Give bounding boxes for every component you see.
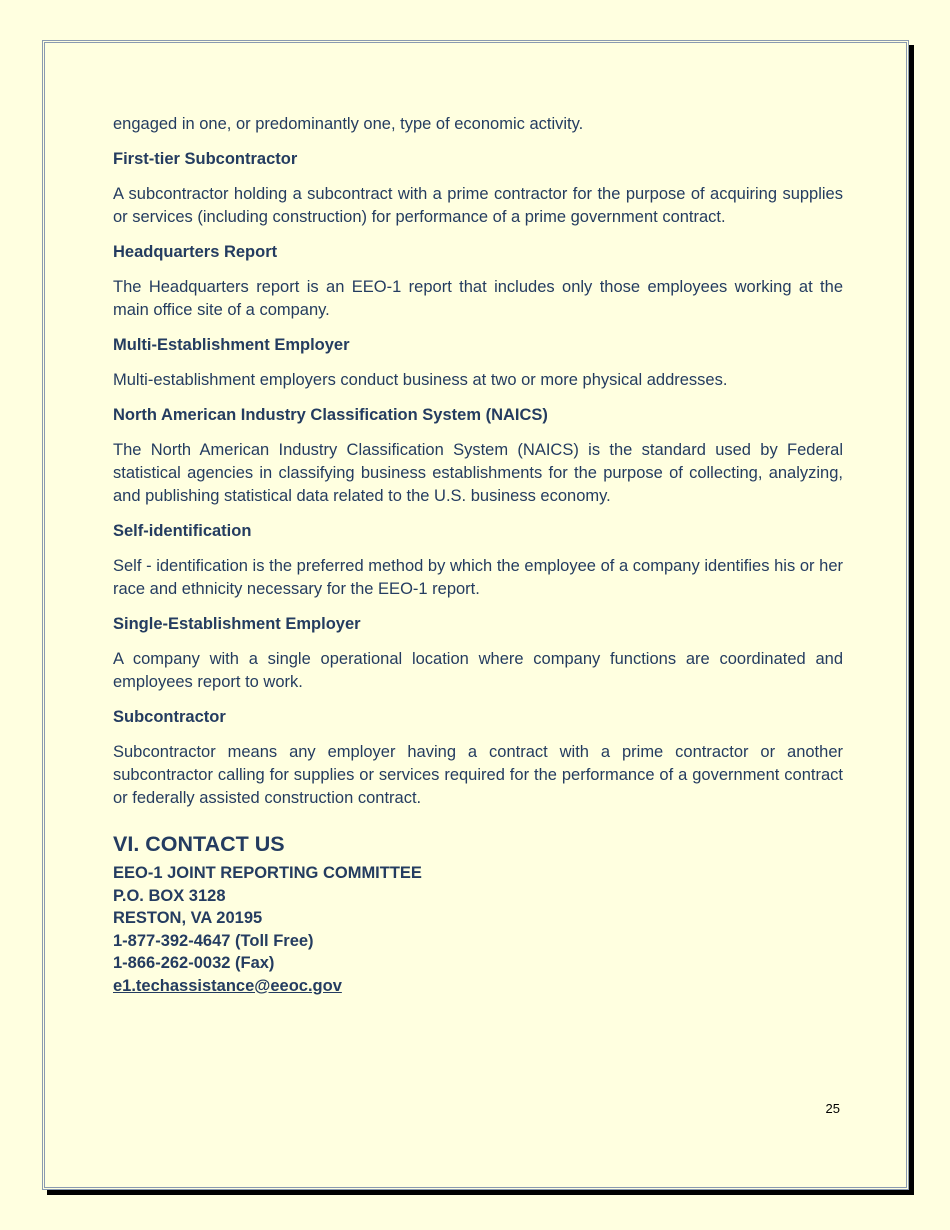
contact-city: RESTON, VA 20195 [113, 909, 263, 927]
term-heading: North American Industry Classification System (NAICS) [113, 406, 548, 424]
contact-section [113, 830, 843, 997]
term-definition: A subcontractor holding a subcontract with a prime contractor for the purpose of acquiring supplies or services (including construction) for performance of a prime government contract. [113, 185, 843, 226]
term-heading: Headquarters Report [113, 243, 278, 261]
term-definition: Multi-establishment employers conduct business at two or more physical addresses. [113, 371, 728, 389]
term-definition: The Headquarters report is an EEO-1 report that includes only those employees working at the main office site of a company. [113, 278, 843, 319]
term-definition: Self - identification is the preferred method by which the employee of a company identifies his or her race and ethnicity necessary for the EEO-1 report. [113, 557, 843, 598]
definition-self-identification [113, 520, 843, 601]
term-definition: Subcontractor means any employer having a contract with a prime contractor or another subcontractor calling for supplies or services required for the performance of a government contract or federally assisted construction contract. [113, 743, 843, 807]
contact-email-link[interactable]: e1.techassistance@eeoc.gov [113, 976, 342, 995]
page-number: 25 [825, 1101, 840, 1116]
term-heading: First-tier Subcontractor [113, 150, 298, 168]
page-content [113, 113, 843, 997]
term-definition: A company with a single operational location where company functions are coordinated and employees report to work. [113, 650, 843, 691]
term-heading: Self-identification [113, 522, 252, 540]
section-title-contact: VI. CONTACT US [113, 832, 285, 856]
contact-phone: 1-877-392-4647 (Toll Free) [113, 931, 314, 950]
term-definition: The North American Industry Classification System (NAICS) is the standard used by Federal statistical agencies in classifying business establishments for the purpose of collecting, analyzing, and publishing statistical data related to the U.S. business economy. [113, 441, 843, 505]
definition-headquarters-report [113, 241, 843, 322]
term-heading: Single-Establishment Employer [113, 615, 361, 633]
definition-naics [113, 404, 843, 508]
definition-multi-establishment-employer [113, 334, 843, 392]
contact-fax: 1-866-262-0032 (Fax) [113, 954, 275, 972]
definition-single-establishment-employer [113, 613, 843, 694]
document-page [42, 40, 909, 1190]
definition-subcontractor [113, 706, 843, 810]
contact-org: EEO-1 JOINT REPORTING COMMITTEE [113, 864, 422, 882]
term-heading: Subcontractor [113, 708, 226, 726]
intro-continuation: engaged in one, or predominantly one, type of economic activity. [113, 115, 584, 133]
contact-po-box: P.O. BOX 3128 [113, 886, 226, 905]
term-heading: Multi-Establishment Employer [113, 336, 350, 354]
definition-first-tier-subcontractor [113, 148, 843, 229]
